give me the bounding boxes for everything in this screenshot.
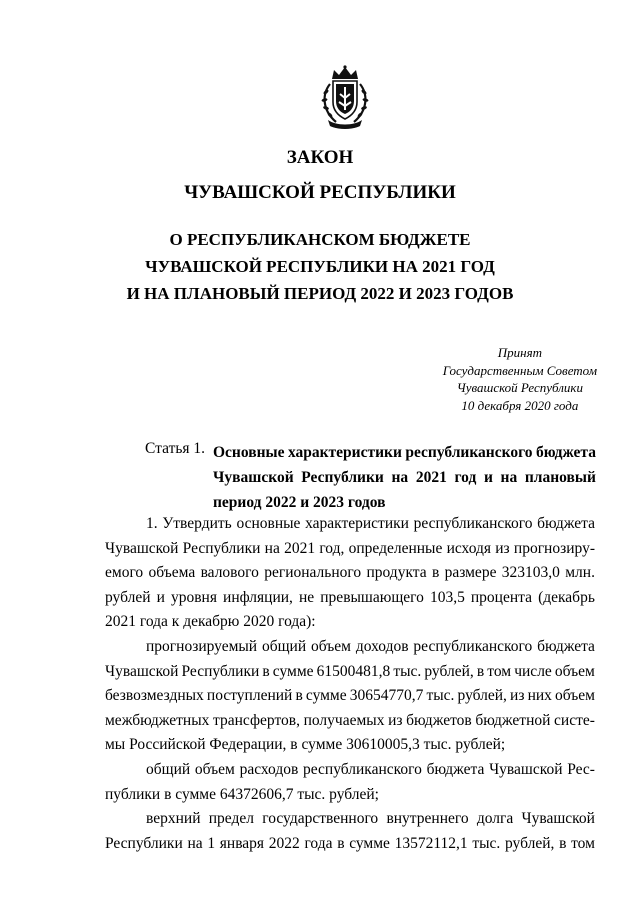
- law-subject-line: О РЕСПУБЛИКАНСКОМ БЮДЖЕТЕ: [169, 230, 471, 249]
- article-title-line: Чувашской Республики на 2021 год и на плановый: [213, 469, 596, 486]
- body-line: общий объем расходов республиканского бюджета Чувашской Рес-: [146, 760, 595, 778]
- law-subject-line: И НА ПЛАНОВЫЙ ПЕРИОД 2022 И 2023 ГОДОВ: [126, 284, 514, 303]
- law-subject-line: ЧУВАШСКОЙ РЕСПУБЛИКИ НА 2021 ГОД: [145, 257, 495, 276]
- body-line: 1. Утвердить основные характеристики республиканского бюджета: [146, 515, 595, 532]
- body-line: 2021 года к декабрю 2020 года):: [105, 613, 316, 631]
- body-line: безвозмездных поступлений в сумме 30654770,7 тыс. рублей, из них объем: [105, 687, 595, 705]
- law-title: ЗАКОН: [286, 147, 354, 168]
- article-title: [213, 440, 596, 515]
- body-line: верхний предел государственного внутреннего долга Чувашской: [146, 810, 595, 828]
- adoption-note: [443, 344, 597, 414]
- article-body: [105, 512, 595, 856]
- body-line: емого объема валового регионального продукта в размере 323103,0 млн.: [105, 564, 595, 582]
- article-title-line: период 2022 и 2023 годов: [213, 494, 386, 511]
- body-line: прогнозируемый общий объем доходов республиканского бюджета: [146, 637, 595, 655]
- adoption-note-line: Принят: [497, 345, 543, 360]
- chuvash-emblem-icon: [316, 64, 374, 130]
- article-label: Статья 1.: [145, 440, 206, 457]
- body-line: Чувашской Республики на 2021 год, определенные исходя из прогнозиру-: [105, 539, 595, 557]
- adoption-date: 10 декабря 2020 года: [461, 397, 579, 413]
- article-title-line: Основные характеристики республиканского бюджета: [213, 444, 596, 461]
- body-line: Чувашской Республики в сумме 61500481,8 тыс. рублей, в том числе объем: [105, 662, 595, 680]
- body-line: межбюджетных трансфертов, получаемых из бюджетов бюджетной систе-: [105, 711, 595, 729]
- adoption-note-line: Чувашской Республики: [456, 380, 584, 395]
- body-line: публики в сумме 64372606,7 тыс. рублей;: [105, 785, 379, 803]
- body-line: Республики на 1 января 2022 года в сумме 13572112,1 тыс. рублей, в том: [105, 834, 595, 852]
- adoption-note-line: Государственным Советом: [442, 362, 597, 378]
- law-title-republic: ЧУВАШСКОЙ РЕСПУБЛИКИ: [184, 182, 456, 203]
- body-line: мы Российской Федерации, в сумме 30610005,3 тыс. рублей;: [105, 736, 506, 754]
- body-line: рублей и уровня инфляции, не превышающего 103,5 процента (декабрь: [105, 588, 595, 606]
